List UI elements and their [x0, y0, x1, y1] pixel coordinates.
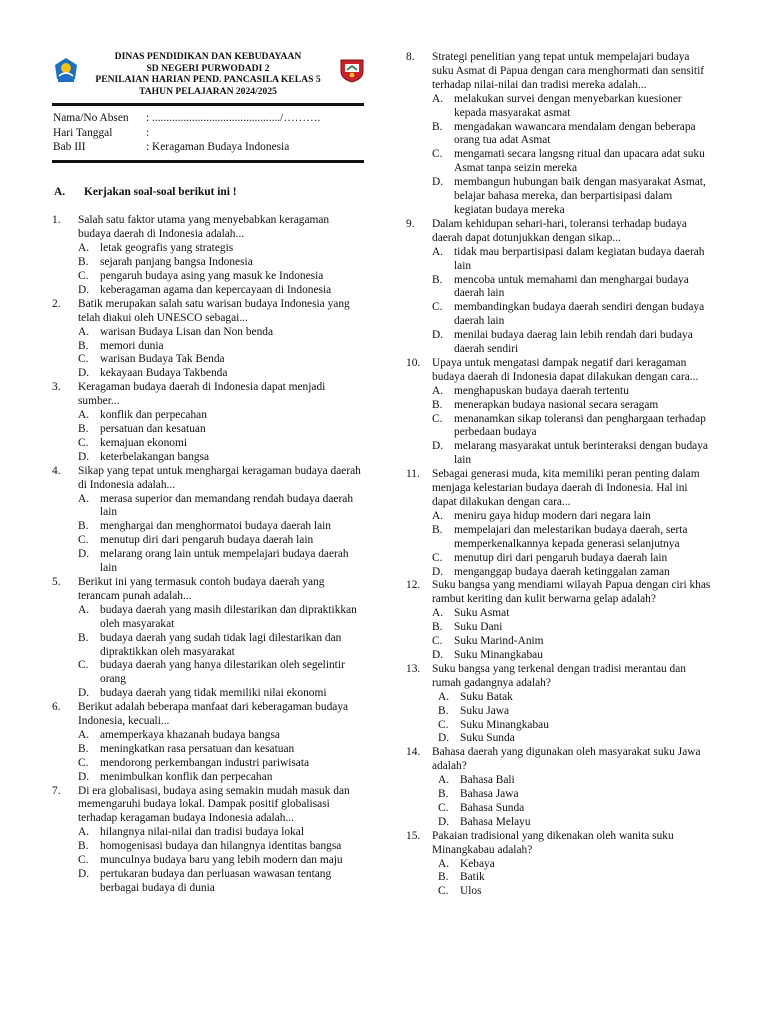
answer-option	[432, 413, 712, 441]
option-text: menganggap budaya daerah ketinggalan zaman	[454, 565, 670, 578]
option-text: memori dunia	[100, 339, 164, 352]
option-letter: A.	[78, 325, 90, 338]
option-letter: B.	[438, 788, 449, 801]
question-text: Sikap yang tepat untuk menghargai keragaman budaya daerah di Indonesia adalah...	[78, 464, 361, 491]
answer-option	[432, 399, 712, 413]
answer-option	[438, 802, 712, 816]
answer-option	[78, 757, 364, 771]
answer-option	[78, 340, 364, 354]
left-column	[52, 0, 364, 896]
answer-option	[78, 326, 364, 340]
option-letter: C.	[438, 801, 449, 814]
answer-options	[78, 826, 364, 896]
answer-option	[78, 493, 364, 521]
question-item	[406, 51, 712, 218]
question-text: Berikut adalah beberapa manfaat dari keberagaman budaya Indonesia, kecuali...	[78, 701, 349, 728]
option-letter: C.	[432, 412, 443, 425]
answer-option	[432, 246, 712, 274]
answer-option	[432, 621, 712, 635]
option-letter: A.	[432, 509, 444, 522]
option-text: persatuan dan kesatuan	[100, 423, 206, 435]
option-letter: B.	[78, 631, 89, 644]
option-text: Suku Jawa	[460, 704, 510, 717]
option-text: Suku Minangkabau	[460, 718, 549, 731]
question-number: 9.	[406, 217, 415, 230]
answer-options	[432, 691, 712, 747]
option-text: sejarah panjang bangsa Indonesia	[100, 256, 253, 269]
option-text: hilangnya nilai-nilai dan tradisi budaya lokal	[100, 826, 305, 839]
answer-option	[432, 274, 712, 302]
identity-value: : Keragaman Budaya Indonesia	[146, 141, 290, 153]
answer-option	[432, 148, 712, 176]
option-text: Bahasa Melayu	[460, 815, 531, 828]
regional-emblem-icon	[338, 57, 366, 83]
answer-option	[432, 301, 712, 329]
option-text: kekayaan Budaya Takbenda	[100, 367, 228, 380]
question-item	[52, 701, 364, 784]
option-letter: B.	[78, 520, 89, 533]
option-letter: A.	[78, 826, 90, 839]
question-body	[78, 701, 364, 784]
answer-option	[432, 329, 712, 357]
answer-option	[78, 868, 364, 896]
option-letter: B.	[432, 523, 443, 536]
question-text: Suku bangsa yang mendiami wilayah Papua dengan ciri khas rambut keriting dan kulit berwarna gelap adalah?	[432, 579, 711, 606]
option-letter: B.	[432, 273, 443, 286]
question-number: 8.	[406, 51, 415, 63]
option-text: menghargai dan menghormatoi budaya daerah lain	[100, 520, 331, 533]
option-letter: D.	[432, 440, 444, 453]
question-item	[406, 579, 712, 662]
section-heading	[54, 186, 364, 200]
option-letter: C.	[78, 659, 89, 672]
answer-options	[78, 493, 364, 576]
question-number: 13.	[406, 662, 421, 675]
answer-option	[432, 649, 712, 663]
answer-option	[438, 705, 712, 719]
answer-options	[78, 409, 364, 465]
question-body	[432, 579, 712, 662]
option-letter: D.	[432, 329, 444, 342]
option-letter: C.	[78, 534, 89, 547]
option-text: warisan Budaya Lisan dan Non benda	[100, 325, 274, 338]
right-column	[406, 0, 712, 899]
answer-option	[78, 771, 364, 785]
question-text: Strategi penelitian yang tepat untuk mempelajari budaya suku Asmat di Papua dengan cara menghormati dan sensitif terhadap nilai-nilai dan tradisi mereka adalah...	[432, 51, 705, 91]
option-text: menghapuskan budaya daerah tertentu	[454, 384, 629, 397]
option-text: mempelajari dan melestarikan budaya daerah, serta memperkenalkannya kepada generasi selanjutnya	[454, 523, 688, 550]
option-text: Suku Dani	[454, 621, 503, 634]
section-number: A.	[54, 185, 66, 198]
question-number: 5.	[52, 575, 61, 588]
option-text: menutup diri dari pengaruh budaya daerah lain	[454, 551, 668, 564]
option-text: Batik	[460, 871, 485, 884]
option-text: melarang orang lain untuk mempelajari budaya daerah lain	[100, 548, 349, 575]
option-letter: C.	[432, 148, 443, 161]
answer-option	[438, 732, 712, 746]
identity-label: Bab III	[53, 141, 86, 153]
question-item	[52, 465, 364, 576]
option-text: menimbulkan konflik dan perpecahan	[100, 770, 273, 783]
option-text: membandingkan budaya daerah sendiri dengan budaya daerah lain	[454, 301, 705, 328]
question-text: Keragaman budaya daerah di Indonesia dapat menjadi sumber...	[78, 381, 326, 408]
option-letter: C.	[432, 551, 443, 564]
identity-row-date	[53, 127, 364, 142]
question-text: Sebagai generasi muda, kita memiliki peran penting dalam menjaga kelestarian budaya daerah di Indonesia. Hal ini dapat dilakukan dengan cara...	[432, 468, 700, 508]
option-text: warisan Budaya Tak Benda	[100, 353, 225, 366]
option-letter: B.	[78, 423, 89, 435]
option-letter: C.	[432, 635, 443, 648]
question-text: Suku bangsa yang terkenal dengan tradisi merantau dan rumah gadangnya adalah?	[432, 662, 686, 689]
question-text: Salah satu faktor utama yang menyebabkan keragaman budaya daerah di Indonesia adalah...	[78, 214, 330, 241]
question-body	[78, 214, 364, 297]
option-text: menutup diri dari pengaruh budaya daerah lain	[100, 534, 314, 547]
option-letter: D.	[432, 565, 444, 578]
option-text: Ulos	[460, 885, 482, 898]
option-letter: A.	[78, 603, 90, 616]
header-line-exam: PENILAIAN HARIAN PEND. PANCASILA KELAS 5	[95, 74, 321, 86]
question-number: 10.	[406, 356, 421, 369]
option-letter: C.	[78, 756, 89, 769]
option-letter: C.	[78, 270, 89, 283]
option-text: melarang masyarakat untuk berinteraksi dengan budaya lain	[454, 440, 708, 467]
option-letter: B.	[432, 398, 443, 411]
answer-option	[438, 871, 712, 885]
option-letter: B.	[78, 840, 89, 853]
question-body	[432, 663, 712, 746]
option-text: budaya daerah yang masih dilestarikan dan dipraktikkan oleh masyarakat	[100, 603, 357, 630]
option-text: homogenisasi budaya dan hilangnya identitas bangsa	[100, 840, 342, 853]
answer-option	[432, 176, 712, 218]
question-number: 4.	[52, 464, 61, 477]
answer-option	[432, 510, 712, 524]
answer-options	[78, 326, 364, 382]
option-text: pengaruh budaya asing yang masuk ke Indonesia	[100, 270, 324, 283]
header-line-school: SD NEGERI PURWODADI 2	[146, 62, 270, 74]
answer-options	[432, 385, 712, 468]
option-letter: B.	[78, 742, 89, 755]
question-item	[52, 576, 364, 701]
question-number: 12.	[406, 579, 421, 592]
question-text: Batik merupakan salah satu warisan budaya Indonesia yang telah diakui oleh UNESCO sebagai...	[78, 297, 350, 324]
question-number: 15.	[406, 829, 421, 842]
question-item	[52, 214, 364, 297]
option-letter: A.	[78, 242, 90, 255]
answer-option	[432, 635, 712, 649]
option-text: pertukaran budaya dan perluasan wawasan tentang berbagai budaya di dunia	[100, 868, 332, 894]
question-body	[78, 465, 364, 576]
question-number: 14.	[406, 746, 421, 759]
question-body	[432, 746, 712, 829]
option-letter: A.	[432, 384, 444, 397]
option-letter: C.	[78, 353, 89, 366]
answer-option	[78, 270, 364, 284]
option-letter: D.	[78, 868, 90, 880]
answer-option	[438, 788, 712, 802]
option-letter: B.	[438, 871, 449, 884]
question-item	[406, 830, 712, 900]
option-text: Suku Marind-Anim	[454, 635, 544, 648]
option-text: menerapkan budaya nasional secara seragam	[454, 398, 659, 411]
answer-option	[432, 440, 712, 468]
option-text: amemperkaya khazanah budaya bangsa	[100, 728, 280, 741]
option-text: Bahasa Sunda	[460, 801, 525, 814]
question-number: 11.	[406, 468, 420, 481]
question-text: Berikut ini yang termasuk contoh budaya daerah yang terancam punah adalah...	[78, 575, 325, 602]
identity-row-chapter	[53, 141, 364, 156]
answer-option	[432, 121, 712, 149]
option-text: keberagaman agama dan kepercayaan di Indonesia	[100, 283, 332, 296]
option-letter: B.	[432, 120, 443, 133]
question-body	[432, 830, 712, 900]
answer-option	[438, 858, 712, 872]
answer-options	[432, 246, 712, 357]
option-text: munculnya budaya baru yang lebih modern dan maju	[100, 854, 343, 867]
answer-option	[78, 284, 364, 298]
option-text: Suku Batak	[460, 690, 513, 703]
option-letter: C.	[432, 301, 443, 314]
option-text: budaya daerah yang hanya dilestarikan oleh segelintir orang	[100, 659, 345, 686]
option-letter: A.	[78, 728, 90, 741]
option-text: menanamkan sikap toleransi dan penghargaan terhadap perbedaan budaya	[454, 412, 706, 439]
answer-option	[78, 826, 364, 840]
answer-option	[438, 691, 712, 705]
answer-option	[432, 607, 712, 621]
identity-value: :	[146, 126, 150, 139]
question-body	[432, 51, 712, 218]
answer-option	[78, 353, 364, 367]
option-letter: D.	[78, 450, 90, 463]
question-text: Di era globalisasi, budaya asing semakin mudah masuk dan memengaruhi budaya lokal. Dampak positif globalisasi terhadap keragaman budaya Indonesia adalah...	[78, 784, 350, 825]
identity-label: Hari Tanggal	[53, 126, 113, 139]
question-item	[52, 785, 364, 896]
answer-option	[438, 719, 712, 733]
answer-options	[432, 774, 712, 830]
answer-option	[78, 256, 364, 270]
option-letter: A.	[438, 774, 450, 787]
option-letter: D.	[438, 815, 450, 828]
question-item	[52, 298, 364, 381]
option-letter: A.	[78, 409, 90, 422]
option-letter: D.	[78, 283, 90, 296]
answer-option	[432, 524, 712, 552]
question-body	[78, 785, 364, 896]
header-line-year: TAHUN PELAJARAN 2024/2025	[139, 85, 277, 97]
question-item	[406, 468, 712, 579]
option-letter: D.	[78, 367, 90, 380]
option-text: meniru gaya hidup modern dari negara lain	[454, 509, 651, 522]
identity-row-name	[53, 112, 364, 127]
option-text: Kebaya	[460, 857, 495, 870]
question-item	[406, 218, 712, 357]
option-letter: C.	[78, 436, 89, 449]
question-text: Upaya untuk mengatasi dampak negatif dari keragaman budaya daerah di Indonesia dapat dilakukan dengan cara...	[432, 356, 699, 383]
question-list-right	[406, 51, 712, 899]
answer-option	[78, 423, 364, 437]
question-number: 3.	[52, 381, 61, 394]
option-letter: C.	[438, 885, 449, 898]
option-letter: D.	[432, 648, 444, 661]
option-text: Bahasa Jawa	[460, 788, 519, 801]
option-text: mendorong perkembangan industri pariwisata	[100, 756, 310, 769]
option-text: merasa superior dan memandang rendah budaya daerah lain	[100, 492, 354, 519]
answer-option	[78, 854, 364, 868]
question-body	[432, 357, 712, 468]
option-text: mengadakan wawancara mendalam dengan beberapa orang tua adat Asmat	[454, 120, 696, 147]
option-text: meningkatkan rasa persatuan dan kesatuan	[100, 742, 295, 755]
option-letter: C.	[438, 718, 449, 731]
option-text: Bahasa Bali	[460, 774, 515, 787]
question-body	[432, 468, 712, 579]
question-item	[406, 746, 712, 829]
option-letter: B.	[78, 256, 89, 269]
identity-label: Nama/No Absen	[53, 112, 129, 124]
option-letter: D.	[432, 176, 444, 189]
section-title: Kerjakan soal-soal berikut ini !	[84, 185, 237, 198]
question-number: 2.	[52, 297, 61, 310]
answer-option	[432, 93, 712, 121]
question-item	[52, 381, 364, 464]
option-letter: C.	[78, 854, 89, 867]
option-letter: A.	[438, 690, 450, 703]
option-letter: B.	[438, 704, 449, 717]
question-body	[78, 576, 364, 701]
option-text: Suku Asmat	[454, 607, 510, 620]
answer-options	[78, 604, 364, 701]
option-text: menilai budaya daerag lain lebih rendah dari budaya daerah sendiri	[454, 329, 693, 356]
answer-option	[78, 729, 364, 743]
option-letter: A.	[432, 92, 444, 105]
question-body	[78, 381, 364, 464]
option-text: Suku Sunda	[460, 732, 515, 745]
question-number: 6.	[52, 701, 61, 714]
answer-option	[78, 604, 364, 632]
answer-options	[432, 510, 712, 580]
question-list-left	[52, 214, 364, 895]
school-header	[52, 51, 364, 99]
question-number: 1.	[52, 214, 61, 227]
answer-options	[432, 607, 712, 663]
answer-option	[432, 385, 712, 399]
answer-option	[438, 816, 712, 830]
question-body	[78, 298, 364, 381]
answer-option	[78, 242, 364, 256]
option-letter: A.	[438, 857, 450, 870]
answer-option	[78, 534, 364, 548]
answer-option	[78, 659, 364, 687]
option-letter: D.	[78, 687, 90, 700]
option-text: mencoba untuk memahami dan menghargai budaya daerah lain	[454, 273, 689, 300]
option-text: Suku Minangkabau	[454, 648, 543, 661]
question-text: Dalam kehidupan sehari-hari, toleransi terhadap budaya daerah dapat dotunjukkan dengan sikap...	[432, 217, 687, 244]
answer-options	[432, 93, 712, 218]
answer-option	[78, 367, 364, 381]
answer-option	[78, 632, 364, 660]
answer-option	[78, 520, 364, 534]
option-text: konflik dan perpecahan	[100, 409, 207, 422]
option-text: budaya daerah yang sudah tidak lagi dilestarikan dan dipraktikkan oleh masyarakat	[100, 631, 342, 658]
header-divider-bottom	[52, 160, 364, 163]
answer-option	[438, 885, 712, 899]
question-item	[406, 663, 712, 746]
option-letter: A.	[432, 607, 444, 620]
option-letter: D.	[78, 770, 90, 783]
option-text: mengamati secara langsng ritual dan upacara adat suku Asmat tanpa seizin mereka	[454, 148, 705, 175]
option-letter: A.	[432, 245, 444, 258]
option-text: letak geografis yang strategis	[100, 242, 234, 255]
option-letter: B.	[78, 339, 89, 352]
answer-options	[432, 858, 712, 900]
option-text: membangun hubungan baik dengan masyarakat Asmat, belajar bahasa mereka, dan berpartisipasi dalam kegiatan budaya mereka	[454, 176, 706, 216]
student-identity-block	[52, 106, 364, 158]
answer-option	[78, 451, 364, 465]
option-text: kemajuan ekonomi	[100, 436, 187, 449]
answer-option	[78, 840, 364, 854]
answer-option	[78, 743, 364, 757]
option-text: tidak mau berpartisipasi dalam kegiatan budaya daerah lain	[454, 245, 705, 272]
question-text: Pakaian tradisional yang dikenakan oleh wanita suku Minangkabau adalah?	[432, 829, 674, 856]
answer-option	[432, 566, 712, 580]
question-item	[406, 357, 712, 468]
header-line-agency: DINAS PENDIDIKAN DAN KEBUDAYAAN	[114, 51, 302, 62]
question-body	[432, 218, 712, 357]
option-text: melakukan survei dengan menyebarkan kuesioner kepada masyarakat asmat	[454, 92, 682, 119]
answer-option	[78, 687, 364, 701]
answer-options	[78, 729, 364, 785]
answer-option	[432, 552, 712, 566]
answer-options	[78, 242, 364, 298]
question-number: 7.	[52, 784, 61, 797]
identity-value: : ............................................./……….	[146, 112, 321, 124]
question-text: Bahasa daerah yang digunakan oleh masyarakat suku Jawa adalah?	[432, 746, 701, 773]
option-letter: A.	[78, 492, 90, 505]
option-letter: B.	[432, 621, 443, 634]
answer-option	[78, 548, 364, 576]
option-letter: D.	[78, 548, 90, 561]
option-text: keterbelakangan bangsa	[100, 450, 210, 463]
option-text: budaya daerah yang tidak memiliki nilai ekonomi	[100, 687, 327, 700]
header-text	[80, 51, 336, 97]
option-letter: D.	[438, 732, 450, 745]
answer-option	[78, 409, 364, 423]
answer-option	[78, 437, 364, 451]
answer-option	[438, 774, 712, 788]
